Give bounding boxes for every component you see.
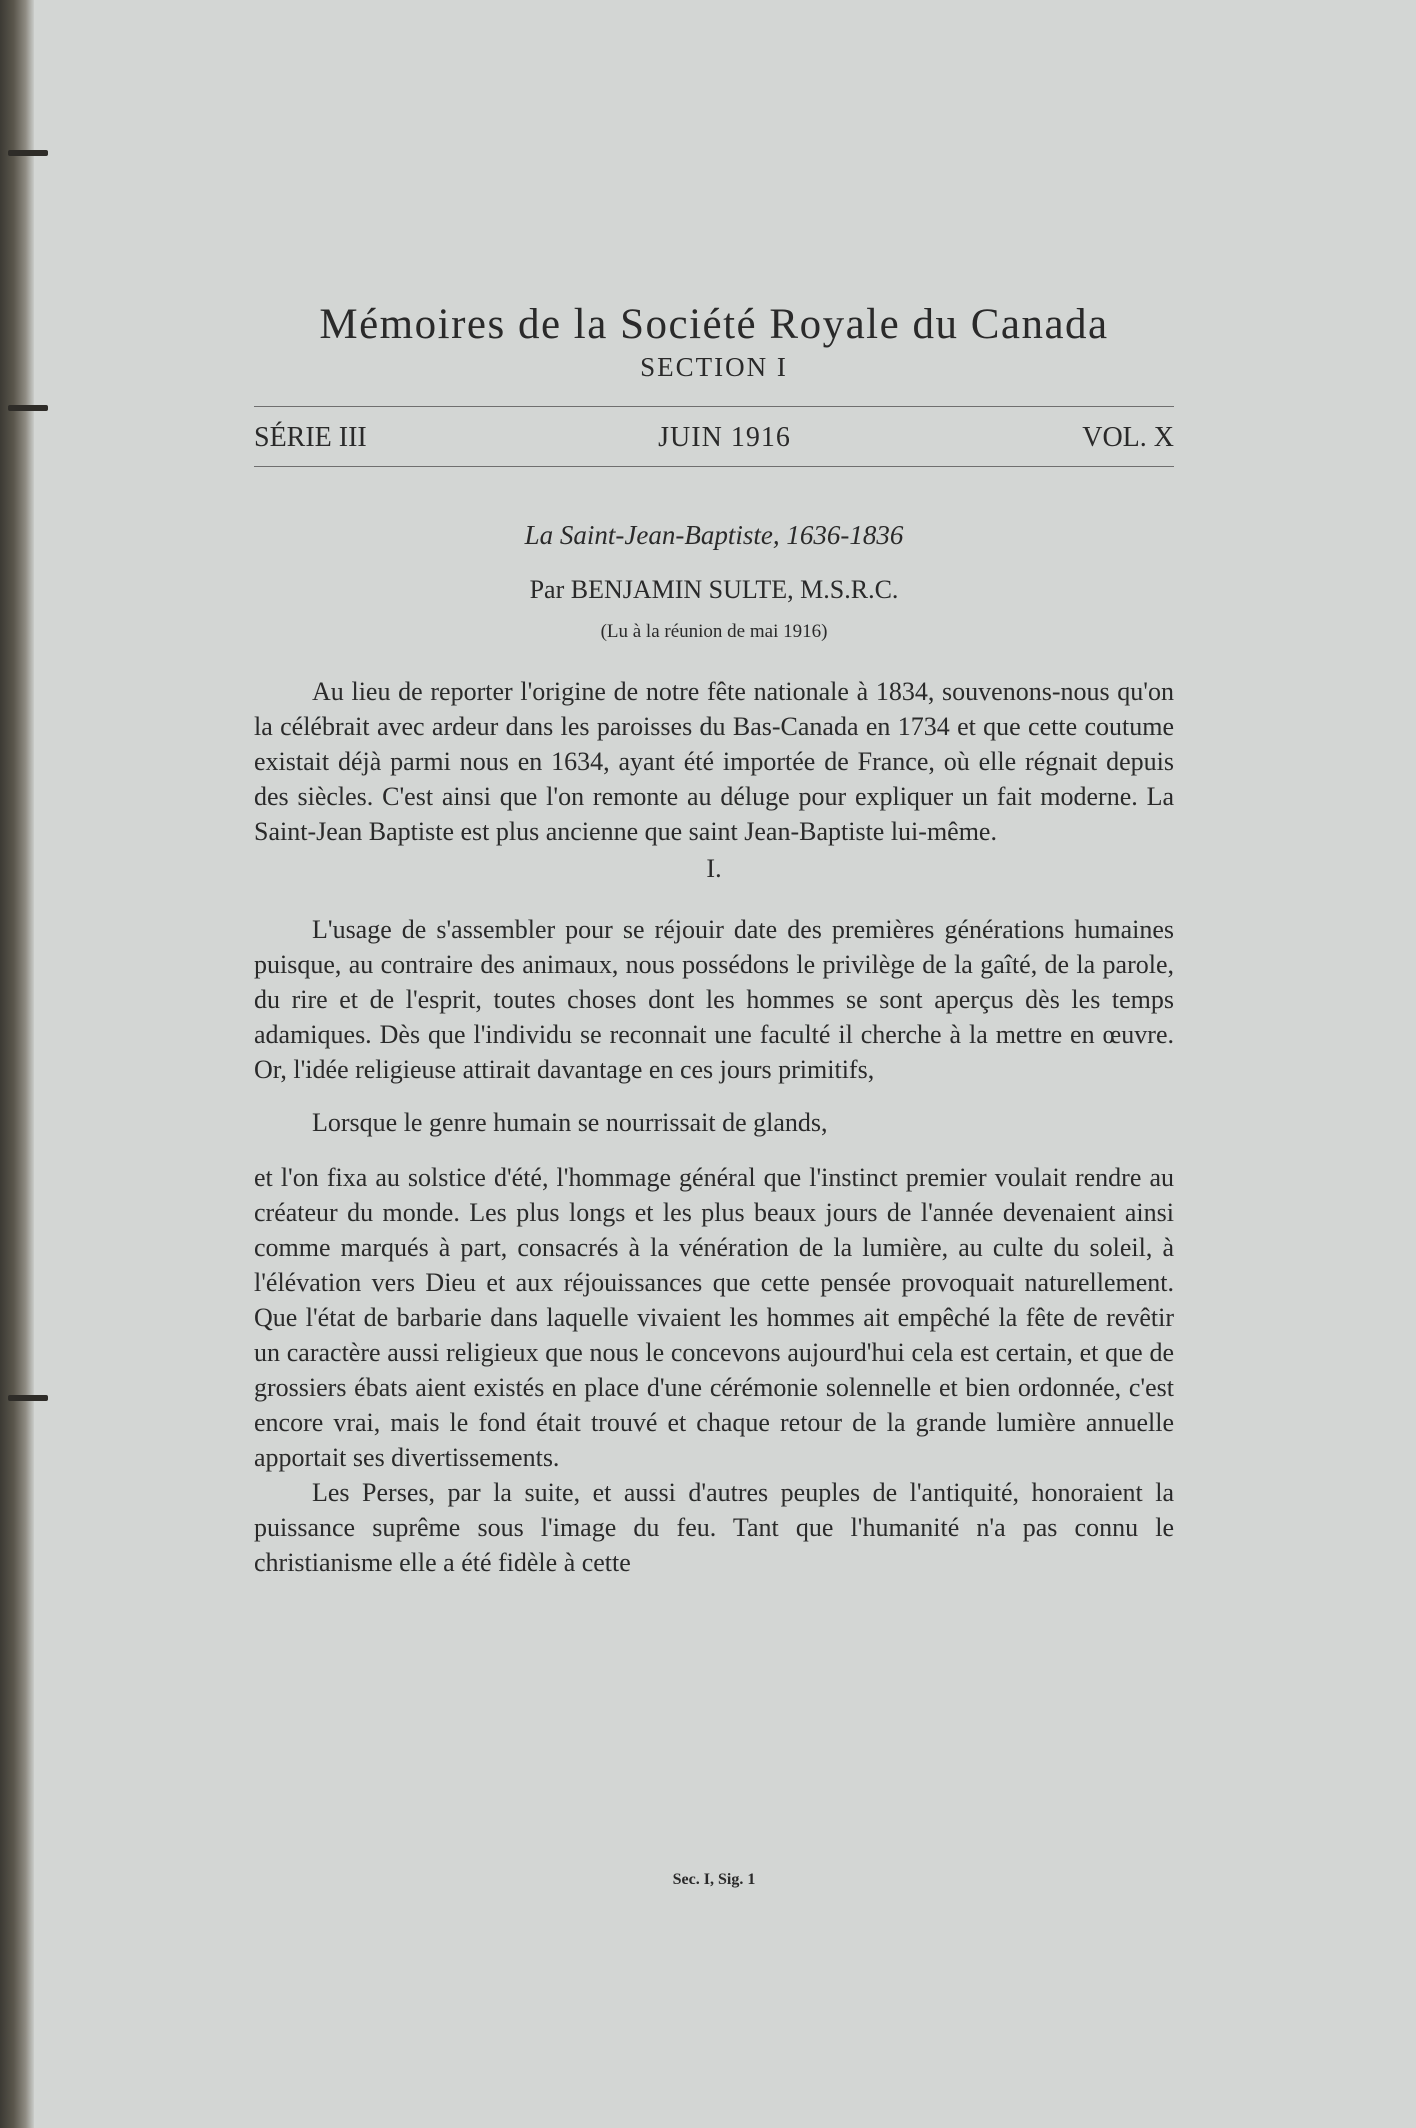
binding-stitch (8, 150, 48, 156)
body-paragraph-1: L'usage de s'assembler pour se réjouir date des premières générations humaines puisque, au contraire des animaux, nous possédons le privilège de la gaîté, de la parole, du rire et de l'esprit, toutes choses dont les hommes se sont aperçus dès les temps adamiques. Dès que l'individu se reconnait une faculté il cherche à la mettre en œuvre. Or, l'idée religieuse attirait davantage en ces jours primitifs, (254, 914, 1174, 1084)
issue-meta-row (254, 407, 1174, 467)
body-paragraph-2: et l'on fixa au solstice d'été, l'hommage général que l'instinct premier voulait rendre au créateur du monde. Les plus longs et les plus beaux jours de l'année devenaient ainsi comme marqués à part, consacrés à la vénération de la lumière, au culte du soleil, à l'élévation vers Dieu et aux réjouissances que cette pensée provoquait naturellement. Que l'état de barbarie dans laquelle vivaient les hommes ait empêché la fête de revêtir un caractère aussi religieux que nous le concevons aujourd'hui cela est certain, et que de grossiers ébats aient existés en place d'une cérémonie solennelle et bien ordonnée, c'est encore vrai, mais le fond était trouvé et chaque retour de la grande lumière annuelle apportait ses divertissements. (254, 1162, 1174, 1472)
article-byline: Par BENJAMIN SULTE, M.S.R.C. (529, 574, 899, 604)
section-number: I. (706, 853, 722, 883)
document-page (254, 300, 1174, 1580)
reading-note: (Lu à la réunion de mai 1916) (600, 621, 828, 642)
binding-stitch (8, 1395, 48, 1401)
journal-title: Mémoires de la Société Royale du Canada (319, 301, 1109, 348)
section-label: SECTION I (640, 352, 788, 383)
binding-stitch (8, 405, 48, 411)
body-paragraph-3: Les Perses, par la suite, et aussi d'autres peuples de l'antiquité, honoraient la puissance suprême sous l'image du feu. Tant que l'humanité n'a pas connu le christianisme elle a été fidèle à cette (254, 1477, 1174, 1577)
issue-date: JUIN 1916 (658, 421, 791, 453)
intro-paragraph: Au lieu de reporter l'origine de notre fête nationale à 1834, souvenons-nous qu'on la célébrait avec ardeur dans les paroisses du Bas-Canada en 1734 et que cette coutume existait déjà parmi nous en 1634, ayant été importée de France, où elle régnait depuis des siècles. C'est ainsi que l'on remonte au déluge pour expliquer un fait moderne. La Saint-Jean Baptiste est plus ancienne que saint Jean-Baptiste lui-même. (254, 676, 1174, 846)
quoted-line: Lorsque le genre humain se nourrissait de glands, (312, 1107, 828, 1137)
article-title: La Saint-Jean-Baptiste, 1636-1836 (524, 520, 904, 551)
signature-mark: Sec. I, Sig. 1 (672, 1871, 756, 1888)
book-spine (0, 0, 34, 2128)
volume-label: VOL. X (1082, 421, 1174, 453)
series-label: SÉRIE III (254, 421, 367, 453)
header-rule-bottom (254, 466, 1174, 467)
